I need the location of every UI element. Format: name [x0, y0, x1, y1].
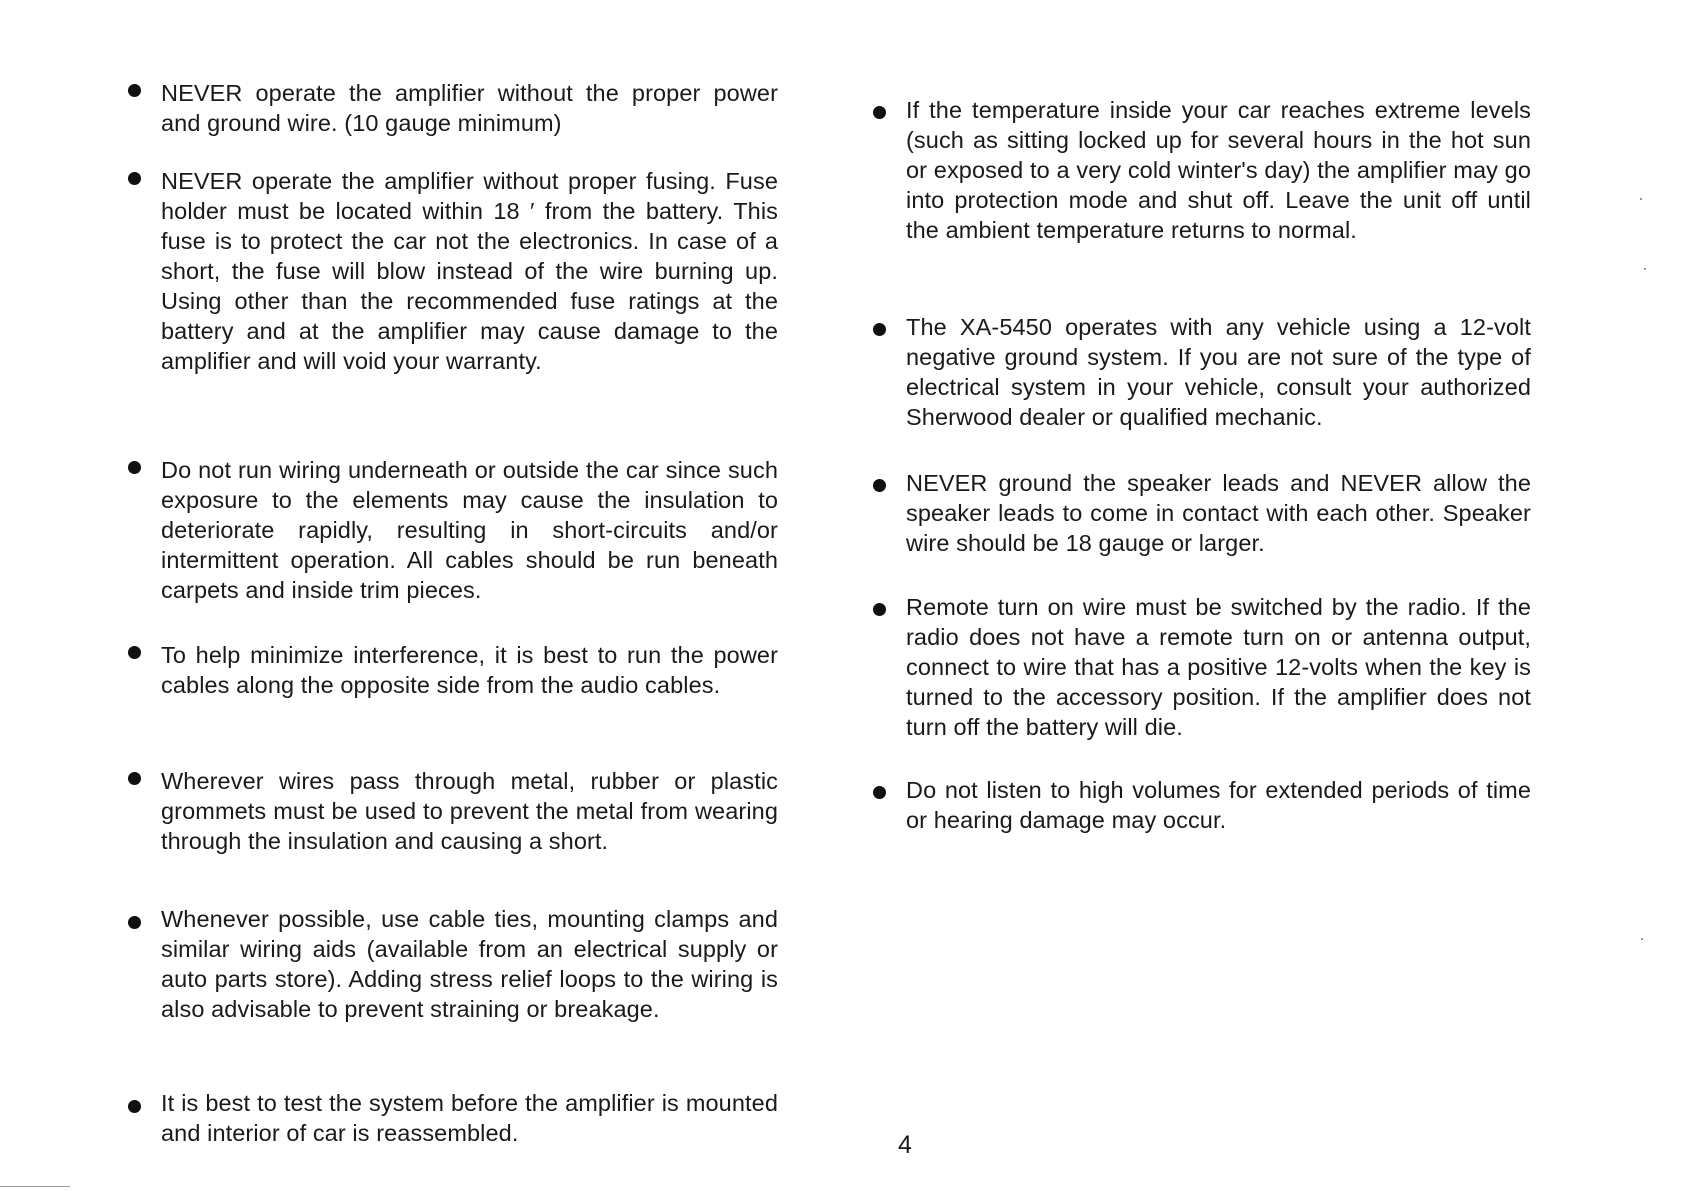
list-item: [873, 312, 1531, 432]
list-item: [128, 640, 778, 700]
list-item: [128, 1088, 778, 1148]
bullet-icon: [128, 172, 141, 185]
item-text: Wherever wires pass through metal, rubber or plastic grommets must be used to prevent the metal from wearing through the insulation and causing a short.: [161, 768, 778, 854]
item-text: Do not run wiring underneath or outside the car since such exposure to the elements may cause the insulation to deteriorate rapidly, resulting in short-circuits and/or intermittent operation. All cables should be run beneath carpets and inside trim pieces.: [161, 457, 778, 603]
item-text: If the temperature inside your car reaches extreme levels (such as sitting locked up for several hours in the hot sun or exposed to a very cold winter's day) the amplifier may go into protection mode and shut off. Leave the unit off until the ambient temperature returns to normal.: [906, 97, 1531, 243]
list-item: [128, 904, 778, 1024]
bullet-icon: [128, 1100, 141, 1113]
item-text: The XA-5450 operates with any vehicle using a 12-volt negative ground system. If you are not sure of the type of electrical system in your vehicle, consult your authorized Sherwood dealer or qualified mechanic.: [906, 314, 1531, 430]
bullet-icon: [873, 786, 886, 799]
list-item: [873, 775, 1531, 835]
list-item: [128, 455, 778, 605]
item-text: Whenever possible, use cable ties, mounting clamps and similar wiring aids (available from an electrical supply or auto parts store). Adding stress relief loops to the wiring is also advisable to prevent straining or breakage.: [161, 906, 778, 1022]
list-item: [873, 592, 1531, 742]
bullet-icon: [128, 461, 141, 474]
list-item: [873, 95, 1531, 245]
bullet-icon: [128, 84, 141, 97]
item-text: It is best to test the system before the amplifier is mounted and interior of car is reassembled.: [161, 1090, 778, 1146]
bullet-icon: [873, 479, 886, 492]
list-item: [128, 766, 778, 856]
item-text: To help minimize interference, it is best to run the power cables along the opposite side from the audio cables.: [161, 642, 778, 698]
scan-speck: [1644, 268, 1646, 270]
list-item: [128, 78, 778, 138]
bullet-icon: [873, 603, 886, 616]
scan-speck: [1641, 938, 1643, 940]
bullet-icon: [128, 772, 141, 785]
item-text: Do not listen to high volumes for extended periods of time or hearing damage may occur.: [906, 777, 1531, 833]
bullet-icon: [873, 323, 886, 336]
page-number: 4: [898, 1131, 912, 1159]
list-item: [873, 468, 1531, 558]
item-text: NEVER operate the amplifier without proper fusing. Fuse holder must be located within 18 ′ from the battery. This fuse is to protect the car not the electronics. In case of a short, the fuse will blow instead of the wire burning up. Using other than the recommended fuse ratings at the battery and at the amplifier may cause damage to the amplifier and will void your warranty.: [161, 168, 778, 374]
scan-speck: [1640, 198, 1642, 200]
bullet-icon: [128, 646, 141, 659]
scan-edge-mark: [0, 1186, 70, 1187]
item-text: NEVER operate the amplifier without the proper power and ground wire. (10 gauge minimum): [161, 80, 778, 136]
item-text: Remote turn on wire must be switched by the radio. If the radio does not have a remote turn on or antenna output, connect to wire that has a positive 12-volts when the key is turned to the accessory position. If the amplifier does not turn off the battery will die.: [906, 594, 1531, 740]
list-item: [128, 166, 778, 376]
bullet-icon: [128, 916, 141, 929]
bullet-icon: [873, 106, 886, 119]
item-text: NEVER ground the speaker leads and NEVER allow the speaker leads to come in contact with each other. Speaker wire should be 18 gauge or larger.: [906, 470, 1531, 556]
